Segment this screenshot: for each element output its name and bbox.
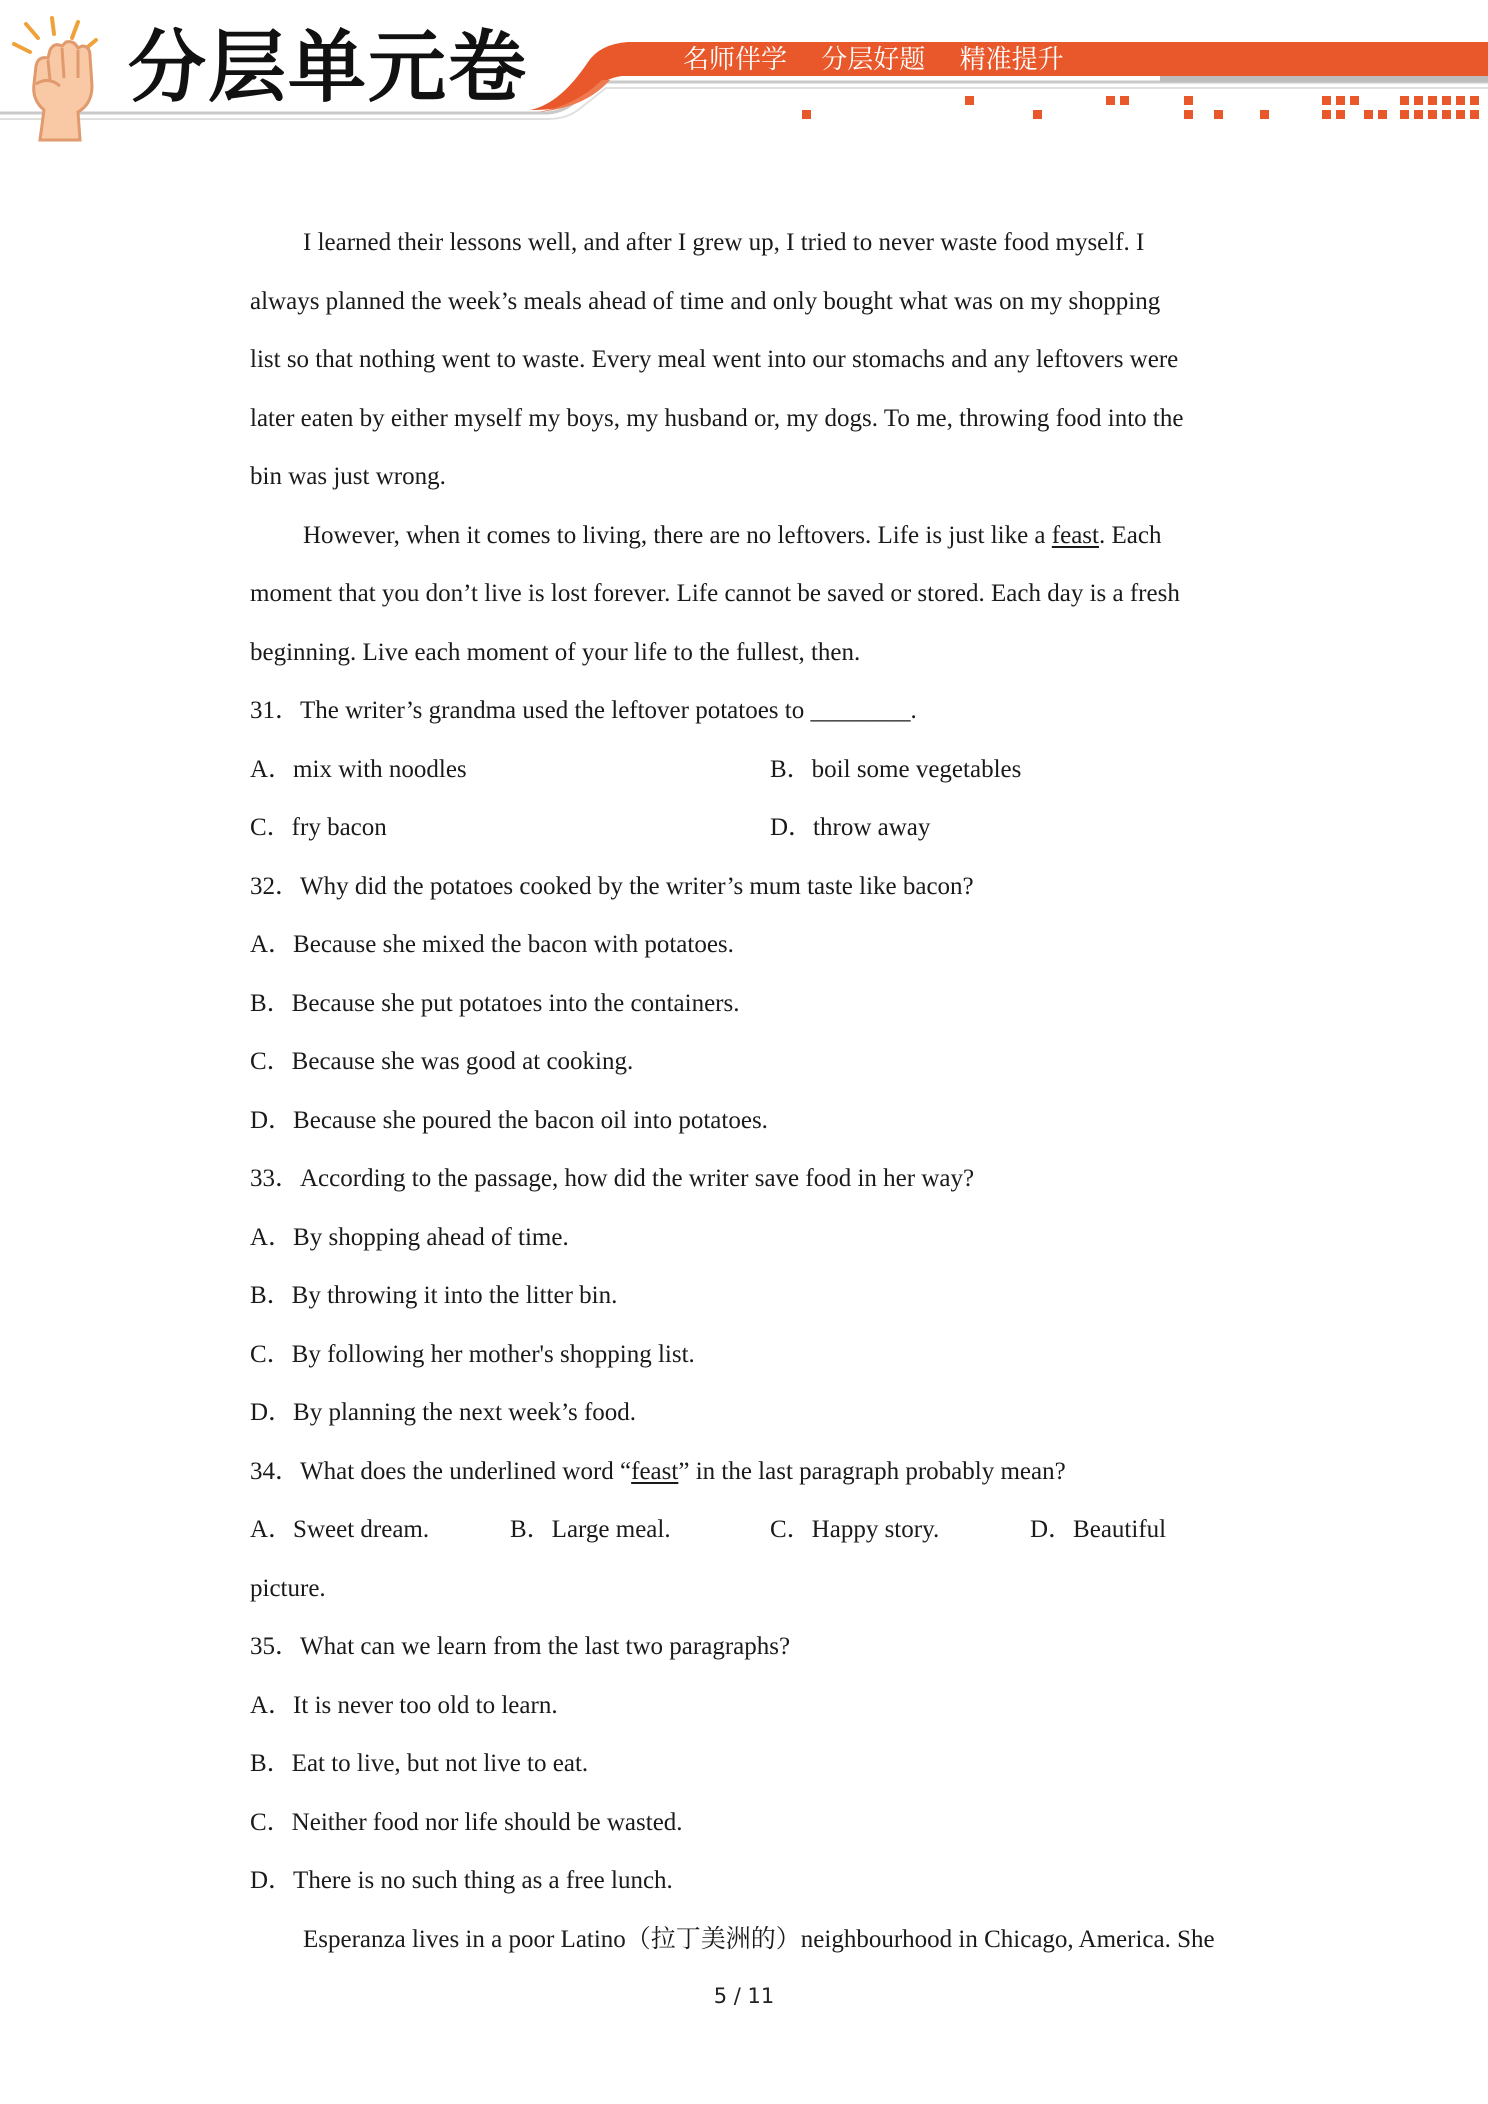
option-d: D．Because she poured the bacon oil into potatoes. — [250, 1106, 768, 1134]
text-line: always planned the week’s meals ahead of time and only bought what was on my shopping — [250, 287, 1161, 315]
option-row — [250, 799, 1250, 858]
option-a: A．It is never too old to learn. — [250, 1691, 558, 1719]
option-b: B．By throwing it into the litter bin. — [250, 1282, 618, 1309]
option-c: C．fry bacon — [250, 814, 387, 841]
question-31 — [250, 682, 1250, 858]
option-b: B．Because she put potatoes into the containers. — [250, 989, 740, 1017]
option-a: A．mix with noodles — [250, 755, 467, 783]
raised-fist-icon — [14, 18, 96, 140]
document-body — [250, 214, 1250, 1969]
text-line: I learned their lessons well, and after I grew up, I tried to never waste food myself. I — [303, 229, 1145, 256]
slogan-item: 精准提升 — [959, 45, 1064, 75]
decorative-dots — [802, 96, 1479, 119]
text-line: bin was just wrong. — [250, 463, 446, 490]
question-stem — [250, 1443, 1250, 1502]
last-paragraph — [250, 507, 1250, 683]
option-a: A．By shopping ahead of time. — [250, 1223, 569, 1251]
option-c: C．Neither food nor life should be wasted. — [250, 1808, 683, 1836]
question-stem: 32．Why did the potatoes cooked by the writer’s mum taste like bacon? — [250, 872, 974, 900]
next-passage-first-line: Esperanza lives in a poor Latino（拉丁美洲的）neighbourhood in Chicago, America. She — [303, 1925, 1215, 1953]
question-stem: 35．What can we learn from the last two paragraphs? — [250, 1633, 791, 1660]
question-34 — [250, 1443, 1250, 1619]
option-d: D．throw away — [770, 814, 931, 841]
option-d: D．By planning the next week’s food. — [250, 1399, 637, 1426]
text-line: list so that nothing went to waste. Every meal went into our stomachs and any leftovers were — [250, 346, 1179, 373]
option-row — [250, 741, 1250, 800]
text-line: moment that you don’t live is lost forever. Life cannot be saved or stored. Each day is a fresh — [250, 580, 1180, 607]
question-32 — [250, 858, 1250, 1151]
option-c: C．Happy story. — [770, 1516, 940, 1543]
text-line: later eaten by either myself my boys, my husband or, my dogs. To me, throwing food into the — [250, 404, 1184, 432]
option-b: B．boil some vegetables — [770, 755, 1022, 783]
question-stem: 31．The writer’s grandma used the leftover potatoes to ________. — [250, 697, 917, 724]
option-d: D．There is no such thing as a free lunch. — [250, 1867, 673, 1894]
page-header — [0, 0, 1488, 150]
question-35 — [250, 1618, 1250, 1911]
text-segment: ” in the last paragraph probably mean? — [678, 1457, 1066, 1485]
option-b: B．Large meal. — [510, 1516, 671, 1543]
question-stem: 33．According to the passage, how did the writer save food in her way? — [250, 1165, 975, 1192]
text-segment: However, when it comes to living, there are no leftovers. Life is just like a — [303, 521, 1052, 549]
underlined-word: feast — [631, 1457, 679, 1485]
option-d: D．Beautiful — [1030, 1516, 1167, 1543]
option-d-continued: picture. — [250, 1574, 326, 1602]
text-line — [250, 507, 1250, 566]
text-segment: . Each — [1098, 521, 1162, 549]
header-slogan — [683, 44, 1090, 76]
option-b: B．Eat to live, but not live to eat. — [250, 1750, 589, 1777]
question-33 — [250, 1150, 1250, 1443]
underlined-word: feast — [1051, 521, 1099, 549]
option-a: A．Because she mixed the bacon with potatoes. — [250, 931, 734, 958]
text-line: beginning. Live each moment of your life to the fullest, then. — [250, 638, 861, 666]
option-c: C．Because she was good at cooking. — [250, 1048, 634, 1075]
page-number: 5 / 11 — [713, 1984, 775, 2008]
option-c: C．By following her mother's shopping list. — [250, 1340, 695, 1368]
option-a: A．Sweet dream. — [250, 1516, 430, 1543]
slogan-item: 名师伴学 — [683, 45, 788, 75]
passage-paragraph — [250, 214, 1250, 507]
text-segment: 34．What does the underlined word “ — [250, 1457, 632, 1485]
option-row — [250, 1501, 1250, 1560]
header-title: 分层单元卷 — [128, 23, 529, 113]
slogan-item: 分层好题 — [821, 45, 926, 75]
